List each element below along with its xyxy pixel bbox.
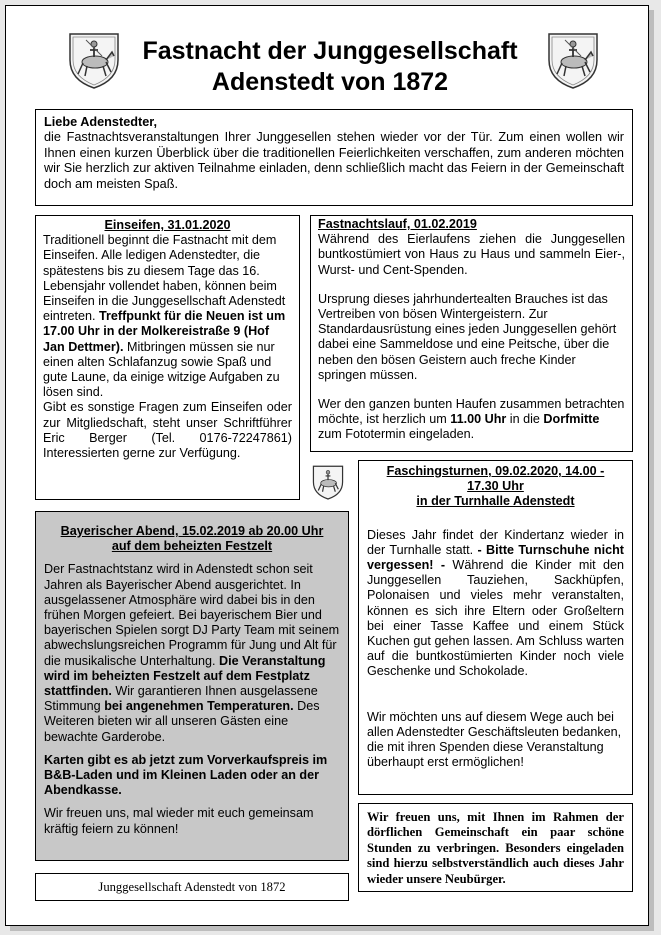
faschingsturnen-heading-1: Faschingsturnen, 09.02.2020, 14.00 - [386, 464, 605, 478]
bayerisch-text-1e: Des Weiteren bieten wir all unseren Gästen eine bewachte Garderobe. [44, 699, 320, 744]
bayerisch-temperatures: bei angenehmen Temperaturen. [104, 699, 294, 714]
faschingsturnen-heading-2: 17.30 Uhr [467, 479, 524, 494]
bayerisch-heading-2: auf dem beheizten Festzelt [111, 539, 273, 554]
bayerisch-text-1c: Wir garantieren Ihnen ausgelassene Stimmung [44, 684, 318, 714]
fastnachtslauf-text-3c: in die [506, 412, 544, 427]
bayerischer-abend-box [35, 511, 349, 861]
faschingsturnen-shoes-note: - Bitte Turnschuhe nicht vergessen! - [367, 542, 624, 573]
faschingsturnen-text-1a: Dieses Jahr findet der Kindertanz wieder in der Turnhalle statt. [367, 527, 624, 557]
bayerisch-location: Die Veranstaltung wird im beheizten Festzelt auf dem Festplatz stattfinden. [44, 653, 326, 699]
bayerisch-text-1a: Der Fastnachtstanz wird in Adenstedt schon seit Jahren als Bayerischer Abend ausgerichtet. In ausgelassener Atmosphäre wird dabei bis in den frühen Morgen gefeiert. Bei bayerischem Bier und bayerischen Spielen sorgt DJ Party Team mit seinem abwechslungsreichen Programm für Jung und Alt für die musikalische Unterhaltung. [44, 562, 340, 668]
fastnachtslauf-place: Dorfmitte [543, 412, 600, 427]
closing-box [358, 803, 633, 892]
faschingsturnen-text-2: Wir möchten uns auf diesem Wege auch bei allen Adenstedter Geschäftsleuten bedanken, die mit ihren Spenden diese Veranstaltung überhaupt erst ermöglichen! [367, 709, 622, 770]
title-line-1: Fastnacht der Junggesellschaft [142, 37, 518, 65]
page-title [100, 36, 560, 98]
intro-text: die Fastnachtsveranstaltungen Ihrer Junggesellen stehen wieder vor der Tür. Zum einen wollen wir Ihnen einen kurzen Überblick über die traditionellen Feierlichkeiten verschaffen, zum anderen möchten wir Sie herzlich zur aktiven Teilnahme einladen, denn schließlich macht das Feiern in der Gemeinschaft doch am meisten Spaß. [44, 130, 624, 191]
faschingsturnen-box [358, 460, 633, 795]
intro-greeting: Liebe Adenstedter, [44, 115, 158, 129]
coat-of-arms-rider-icon [311, 463, 345, 501]
einseifen-meeting-point: Treffpunkt für die Neuen ist um 17.00 Uhr in der Molkereistraße 9 (Hof Jan Dettmer). [43, 309, 286, 354]
fastnachtslauf-text-3e: zum Fototermin eingeladen. [318, 427, 475, 442]
fastnachtslauf-text-1: Während des Eierlaufens ziehen die Junggesellen buntkostümiert von Haus zu Haus und sammeln Eier-, Wurst- und Cent-Spenden. [318, 232, 625, 277]
intro-box [35, 109, 633, 206]
faschingsturnen-heading-3: in der Turnhalle Adenstedt [416, 494, 575, 509]
einseifen-heading: Einseifen, 31.01.2020 [104, 218, 231, 232]
bayerisch-text-3: Wir freuen uns, mal wieder mit euch gemeinsam kräftig feiern zu können! [44, 806, 314, 836]
einseifen-box [35, 215, 300, 500]
fastnachtslauf-time: 11.00 Uhr [450, 412, 507, 427]
closing-text: Wir freuen uns, mit Ihnen im Rahmen der dörflichen Gemeinschaft ein paar schöne Stunden zu verbringen. Besonders eingeladen sind hierzu selbstverständlich auch dieses Jahr wieder unsere Neubürger. [367, 810, 624, 886]
fastnachtslauf-text-3a: Wer den ganzen bunten Haufen zusammen betrachten möchte, ist herzlich um [318, 397, 625, 427]
footer-text: Junggesellschaft Adenstedt von 1872 [98, 880, 286, 894]
bayerisch-heading-1: Bayerischer Abend, 15.02.2019 ab 20.00 Uhr [60, 524, 324, 538]
fastnachtslauf-heading: Fastnachtslauf, 01.02.2019 [318, 217, 477, 231]
faschingsturnen-text-1c: Während die Kinder mit den Junggesellen Tauziehen, Sackhüpfen, Polonaisen und vieles mehr veranstalten, können es sich ihre Eltern oder Großeltern bei einer Tasse Kaffee und einem Stück Kuchen gut gehen lassen. Am Schluss warten auf die buntkostümierten Kinder noch viele Geschenke und Schokolade. [367, 558, 624, 679]
einseifen-text-3: Gibt es sonstige Fragen zum Einseifen oder zur Mitgliedschaft, steht unser Schriftführer Eric Berger (Tel. 0176-72247861) Interessierten gerne zur Verfügung. [43, 400, 292, 461]
einseifen-text-2: Mitbringen müssen sie nur einen alten Schlafanzug sowie Spaß und gute Laune, da einige witzige Aufgaben zu lösen sind. [43, 339, 280, 400]
title-line-2: Adenstedt von 1872 [211, 68, 449, 96]
bayerisch-tickets: Karten gibt es ab jetzt zum Vorverkaufspreis im B&B-Laden und im Kleinen Laden oder an der Abendkasse. [44, 752, 328, 798]
footer-box [35, 873, 349, 901]
einseifen-text-1: Traditionell beginnt die Fastnacht mit dem Einseifen. Alle ledigen Adenstedter, die spätestens bis zu diesem Tage das 16. Lebensjahr vollendet haben, können beim Einseifen in die Junggesellschaft Adenstedt eintreten. [43, 233, 286, 324]
fastnachtslauf-text-2: Ursprung dieses jahrhundertealten Brauches ist das Vertreiben von bösen Wintergeistern. Zur Standardausrüstung eines jeden Junggesellen gehört dabei eine Sammeldose und eine Peitsche, über die neben den bösen Geistern auch freche Kinder springen müssen. [318, 291, 617, 382]
fastnachtslauf-box [310, 215, 633, 452]
